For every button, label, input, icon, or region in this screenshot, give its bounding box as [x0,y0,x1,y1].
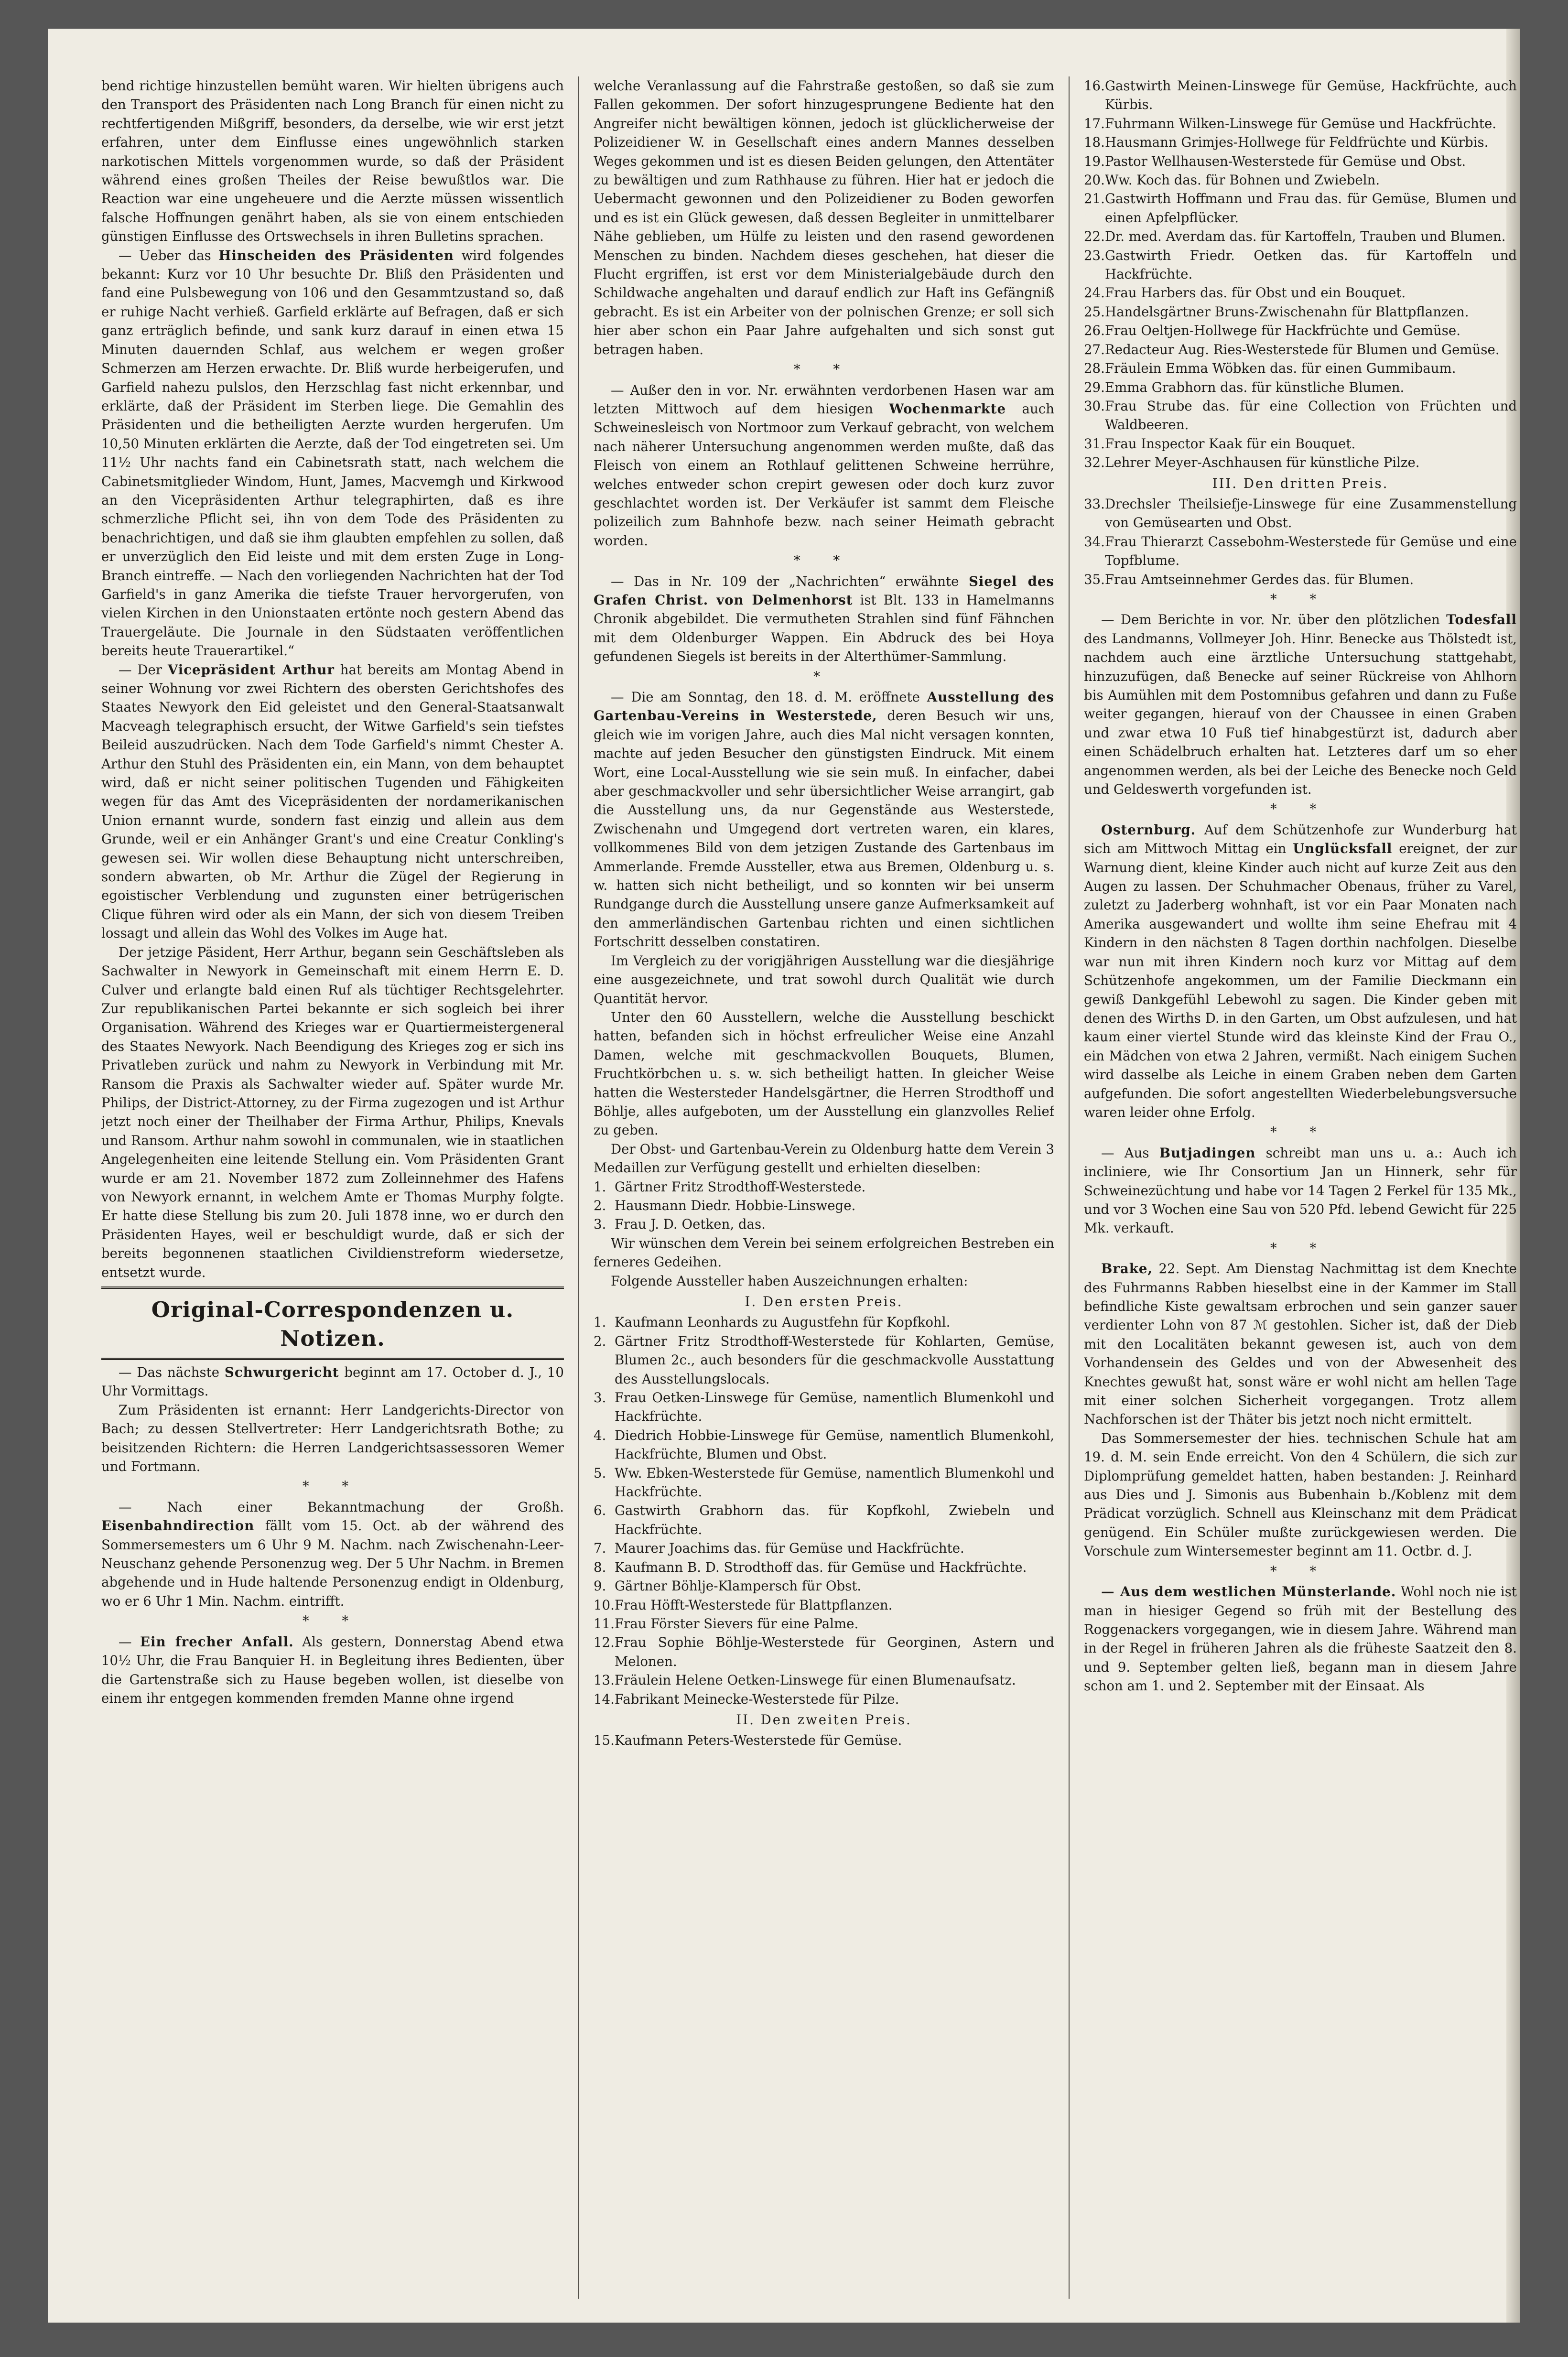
list-item-text: Frau Sophie Böhlje-Westerstede für Georginen, Astern und Melonen. [615,1634,1054,1669]
article-paragraph [101,1633,564,1708]
list-item-number: 15. [594,1732,615,1749]
list-item-number: 4. [594,1427,606,1443]
paragraph-text: des Landmanns, Vollmeyer Joh. Hinr. Benecke aus Thölstedt ist, nachdem auch eine ärztliche Untersuchung stattgehabt, hinzuzufügen, daß Benecke auf seiner Rückreise von Ahlhorn bis Aumühlen mit dem Postomnibus gefahren und dann zu Fuße weiter gegangen, hierauf von der Chaussee in einen Graben und zwar etwa 10 Fuß tief hinabgestürzt ist, dadurch aber einen Schädelbruch erhalten hat. Letzteres darf um so eher angenommen werden, als bei der Leiche des Benecke noch Geld und Geldeswerth vorgefunden ist. [1084,630,1517,798]
list-item-text: Gärtner Fritz Strodthoff-Westerstede. [615,1178,866,1195]
section-divider [101,1358,564,1360]
list-item-number: 27. [1084,341,1105,357]
paragraph-text: auch Schweinesleisch von Nortmoor zum Verkauf gebracht, von welchem nach näherer Untersuchung angenommen werden mußte, daß das Fleisch von einem an Rothlauf gelittenen Schweine herrühre, welches entweder schon crepirt gewesen oder doch kurz zuvor geschlachtet worden ist. Der Verkäufer ist sammt dem Fleische polizeilich zum Bahnhofe bezw. nach seiner Heimath gebracht worden. [594,400,1054,549]
list-item-number: 30. [1084,398,1105,414]
article-paragraph [594,688,1054,951]
article-paragraph: bend richtige hinzustellen bemüht waren. Wir hielten übrigens auch den Transport des Präsidenten nach Long Branch für einen nicht zu rechtfertigenden Mißgriff, besonders, da derselbe, wie wir erst jetzt erfahren, unter dem Einflusse eines ungewöhnlich starken narkotischen Mittels vorgenommen wurde, so daß der Präsident während eines großen Theiles der Reise bewußtlos war. Die Reaction war eine ungeheuere und die Aerzte müssen wissentlich falsche Hoffnungen genährt haben, als sie von einem entschieden günstigen Einflusse des Ortswechsels in ihren Bulletins sprachen. [101,78,564,245]
list-item-text: Diedrich Hobbie-Linswege für Gemüse, namentlich Blumenkohl, Hackfrüchte, Blumen und Obst. [615,1427,1054,1462]
paragraph-text: fällt vom 15. Oct. ab der während des Sommersemesters um 6 Uhr 9 M. Nachm. nach Zwischenahn-Leer-Neuschanz gehende Personenzug weg. Der 5 Uhr Nachm. in Bremen abgehende und in Hude haltende Personenzug endigt in Oldenburg, wo er 6 Uhr 1 Min. Nachm. eintrifft. [101,1518,564,1609]
list-item [1084,397,1517,434]
paragraph-text: 22. Sept. Am Dienstag Nachmittag ist dem Knechte des Fuhrmanns Rabben hieselbst eine in der Kammer im Stall befindliche Kiste gewaltsam erbrochen und sein ganzer sauer verdienter Lohn von 87 ℳ gestohlen. Sicher ist, daß der Dieb mit den Localitäten bekannt gewesen ist, auch von dem Vorhandensein des Geldes und von der Abwesenheit des Knechtes gewußt hat, sonst wäre er wohl nicht am hellen Tage mit einer solchen Sicherheit vorgegangen. Trotz allem Nachforschen ist der Thäter bis jetzt noch nicht ermittelt. [1084,1261,1517,1427]
list-item [594,1577,1054,1595]
separator-stars: * * [1270,1124,1331,1140]
paragraph-lead: — Das nächste [119,1364,220,1380]
separator-stars: * * [1270,1563,1331,1579]
list-item [1084,227,1517,246]
list-item [1084,303,1517,321]
list-item [1084,246,1517,284]
paragraph-lead: — Dem Berichte in vor. Nr. über den plötzlichen [1101,612,1440,628]
article-paragraph [101,1363,564,1401]
list-item [1084,570,1517,589]
list-item-text: Frau Amtseinnehmer Gerdes das. für Blumen. [1105,571,1414,587]
list-item-number: 35. [1084,571,1105,587]
list-item-text: Frau Höfft-Westerstede für Blattpflanzen. [615,1597,893,1613]
prize-list [594,1313,1054,1708]
article-paragraph [1084,1144,1517,1238]
headline-inline: Eisenbahndirection [101,1518,255,1534]
paragraph-lead: — Aus [1101,1145,1149,1161]
paragraph-text: ist Blt. 133 in Hamelmanns Chronik abgebildet. Die vermutheten Strahlen sind fünf Fähnchen mit dem Oldenburger Wappen. Ein Abdruck des bei Hoya gefundenen Siegels ist bereits in der Alterthümer-Sammlung. [594,592,1054,665]
list-item [594,1614,1054,1633]
list-item [1084,340,1517,359]
list-item-number: 28. [1084,360,1105,377]
list-item [1084,171,1517,189]
paragraph-text: ereignet, der zur Warnung dient, kleine Kinder auch nicht auf kurze Zeit aus den Augen zu lassen. Der Schuhmacher Obenaus, früher zu Varel, zuletzt zu Jaderberg wohnhaft, ist vor ein Paar Monaten nach Amerika ausgewandert und wollte ihm seine Ehefrau mit 4 Kindern in den nächsten 8 Tagen dorthin nachfolgen. Dieselbe war nun mit ihren Kindern noch kurz vor Mittag auf dem Schützenhofe angekommen, um der Familie Dieckmann ein gewiß Dankgefühl Lebewohl zu sagen. Die Kinder geben mit denen des Wirths D. in den Garten, um Obst aufzulesen, und hat kaum einer viertel Stunde wird das kleinste Kind der Frau O., ein Mädchen von etwa 2 Jahren, vermißt. Nach einigem Suchen wird dasselbe als Leiche in einem Graben neben dem Garten aufgefunden. Die sofort angestellten Wiederbelebungsversuche waren leider ohne Erfolg. [1084,841,1517,1120]
separator-stars: * * [302,1478,363,1494]
list-item-number: 18. [1084,134,1105,151]
list-item-number: 11. [594,1615,615,1632]
headline-inline: Vicepräsident Arthur [167,661,335,678]
list-item [594,1690,1054,1708]
list-item-text: Fuhrmann Wilken-Linswege für Gemüse und Hackfrüchte. [1105,115,1497,131]
separator-stars: * * [1270,591,1331,607]
list-item-number: 13. [594,1672,615,1688]
list-item-text: Gastwirth Hoffmann und Frau das. für Gemüse, Blumen und einen Apfelpflücker. [1105,191,1517,226]
list-item-number: 3. [594,1216,606,1233]
column-rule [578,76,579,2299]
prize-list [1084,76,1517,472]
list-item-number: 7. [594,1540,606,1557]
paragraph-lead: — Nach einer Bekanntmachung der Großh. [119,1499,564,1515]
list-item [594,1558,1054,1577]
separator-stars: * * [1270,1240,1331,1256]
list-item-text: Frau Harbers das. für Obst und ein Bouquet. [1105,285,1406,301]
list-item-text: Emma Grabhorn das. für künstliche Blumen. [1105,379,1405,395]
prize-heading: II. Den zweiten Preis. [736,1711,912,1728]
list-item [1084,114,1517,133]
list-item-text: Kaufmann Leonhards zu Augustfehn für Kopfkohl. [615,1314,951,1330]
headline-inline: Osternburg. [1101,822,1196,838]
list-item-number: 5. [594,1465,606,1481]
paragraph-text: beginnt am 17. October d. J., 10 Uhr Vormittags. [101,1364,564,1399]
list-item [1084,76,1517,114]
list-item-number: 8. [594,1559,606,1575]
list-item-text: Lehrer Meyer-Aschhausen für künstliche Pilze. [1105,454,1420,471]
list-item-text: Pastor Wellhausen-Westerstede für Gemüse und Obst. [1105,153,1466,169]
list-item-text: Handelsgärtner Bruns-Zwischenahn für Blattpflanzen. [1105,303,1469,320]
headline-inline: Ausstellung des Gartenbau-Vereins in Westerstede, [594,689,1054,724]
headline-inline: Siegel des Grafen Christ. von Delmenhorst [594,573,1054,608]
article-paragraph [101,660,564,943]
separator-stars: * * [302,1613,363,1629]
list-item [594,1196,1054,1215]
list-item [594,1332,1054,1388]
column-right [1084,76,1517,2299]
list-item-text: Gärtner Fritz Strodthoff-Westerstede für Kohlarten, Gemüse, Blumen 2c., auch besonders für die geschmackvolle Ausstattung des Ausstellungslocals. [615,1333,1054,1387]
list-item [1084,434,1517,453]
prize-heading: III. Den dritten Preis. [1212,475,1389,491]
paragraph-lead: — [119,1633,132,1650]
article-paragraph [594,381,1054,551]
list-item [594,1539,1054,1557]
headline-inline: Todesfall [1446,612,1517,628]
paragraph-lead: — Die am Sonntag, den 18. d. M. eröffnete [611,689,920,705]
list-item-text: Maurer Joachims das. für Gemüse und Hackfrüchte. [615,1540,964,1557]
list-item [594,1178,1054,1196]
list-item-text: Gärtner Böhlje-Klampersch für Obst. [615,1578,862,1594]
list-item-text: Gastwirth Meinen-Linswege für Gemüse, Hackfrüchte, auch Kürbis. [1105,78,1517,113]
list-item-number: 26. [1084,323,1105,339]
paragraph-text: Auf dem Schützenhofe zur Wunderburg hat sich am Mittwoch Mittag ein [1084,822,1517,857]
article-paragraph: Das Sommersemester der hies. technischen Schule hat am 19. d. M. sein Ende erreicht. Von den 4 Schülern, die sich zur Diplomprüfung gemeldet hatten, haben bestanden: J. Reinhard aus Dies und J. Simonis aus Bubenhain b./Koblenz mit dem Prädicat vorzüglich. Schnell aus Kleinschanz mit dem Prädicat genügend. Ein Schüler mußte zurückgewiesen werden. Die Vorschule zum Wintersemester beginnt am 11. Octbr. d. J. [1084,1430,1517,1559]
list-item-number: 12. [594,1634,615,1651]
headline-inline: Wochenmarkte [889,400,1006,417]
list-item-text: Kaufmann Peters-Westerstede für Gemüse. [615,1732,902,1749]
article-paragraph [594,572,1054,666]
list-item [594,1633,1054,1671]
newspaper-page [48,29,1520,2323]
list-item-text: Ww. Ebken-Westerstede für Gemüse, namentlich Blumenkohl und Hackfrüchte. [615,1465,1054,1500]
list-item [594,1501,1054,1539]
medal-list [594,1178,1054,1234]
list-item-text: Redacteur Aug. Ries-Westerstede für Blumen und Gemüse. [1105,341,1500,357]
list-item-number: 17. [1084,115,1105,131]
list-item-number: 23. [1084,247,1105,263]
column-rule [1069,76,1070,2299]
section-header: Original-Correspondenzen u. Notizen. [151,1297,514,1351]
list-item [1084,378,1517,397]
list-item-number: 22. [1084,228,1105,245]
article-paragraph: Folgende Aussteller haben Auszeichnungen erhalten: [611,1273,968,1289]
list-item [594,1596,1054,1614]
list-item-text: Frau Inspector Kaak für ein Bouquet. [1105,435,1356,452]
article-paragraph [1084,1259,1517,1429]
list-item-text: Kaufmann B. D. Strodthoff das. für Gemüse und Hackfrüchte. [615,1559,1027,1575]
article-paragraph [1084,821,1517,1122]
paragraph-text: deren Besuch wir uns, gleich wie im vorigen Jahre, auch dies Mal nicht versagen konnten, machte auf jeden Besucher den günstigsten Eindruck. Mit einem Wort, eine Local-Ausstellung wie sie sein muß. In einfacher, dabei aber geschmackvoller und sehr übersichtlicher Weise arrangirt, gab die Ausstellung uns, da nur Gegenstände aus Westerstede, Zwischenahn und Umgegend dort vertreten waren, ein klares, vollkommenes Bild von dem jetzigen Zustande des Gartenbaus im Ammerlande. Fremde Aussteller, etwa aus Bremen, Oldenburg u. s. w. hatten sich nicht betheiligt, und so konnten wir bei unserm Rundgange durch die Ausstellung unsere ganze Aufmerksamkeit auf den ammerländischen Gartenbau richten und einen sichtlichen Fortschritt desselben constatiren. [594,708,1054,950]
headline-inline: Schwurgericht [224,1364,339,1380]
paragraph-text: schreibt man uns u. a.: Auch ich incliniere, wie Ihr Consortium Jan un Hinnerk, sehr für Schweinezüchtung und habe vor 14 Tagen 2 Ferkel für 135 Mk., und vor 3 Wochen eine Sau von 520 Pfd. lebend Gewicht für 225 Mk. verkauft. [1084,1145,1517,1236]
list-item-number: 6. [594,1503,606,1519]
headline-inline: Ein frecher Anfall. [140,1633,294,1650]
list-item-text: Frau Strube das. für eine Collection von Früchten und Waldbeeren. [1105,398,1517,433]
article-paragraph [101,1498,564,1611]
list-item-number: 31. [1084,435,1105,452]
paragraph-lead: — Das in Nr. 109 der „Nachrichten“ erwähnte [611,573,959,589]
list-item [1084,453,1517,472]
list-item-number: 24. [1084,285,1105,301]
list-item-text: Fräulein Helene Oetken-Linswege für einen Blumenaufsatz. [615,1672,1016,1688]
list-item-text: Drechsler Theilsiefje-Linswege für eine Zusammenstellung von Gemüsearten und Obst. [1105,496,1517,531]
paragraph-text: Wohl noch nie ist man in hiesiger Gegend so früh mit der Bestellung des Roggenackers vorgegangen, wie in diesem Jahre. Während man in der Regel in früheren Jahren als die früheste Saatzeit den 8. und 9. September gelten ließ, begann man in diesem Jahre schon am 1. und 2. September mit der Einsaat. Als [1084,1584,1517,1694]
list-item-number: 21. [1084,191,1105,207]
list-item [594,1215,1054,1233]
list-item-text: Hausmann Grimjes-Hollwege für Feldfrüchte und Kürbis. [1105,134,1489,151]
prize-list [1084,495,1517,589]
list-item-number: 10. [594,1597,615,1613]
headline-inline: Hinscheiden des Präsidenten [218,247,454,263]
list-item [594,1671,1054,1689]
list-item-text: Frau Thierarzt Cassebohm-Westerstede für Gemüse und eine Topfblume. [1105,533,1517,569]
list-item-number: 32. [1084,454,1105,471]
column-middle [594,76,1054,2299]
list-item-number: 3. [594,1390,606,1406]
list-item [594,1731,1054,1750]
paragraph-text: wird folgendes bekannt: Kurz vor 10 Uhr besuchte Dr. Bliß den Präsidenten und fand eine Pulsbewegung von 106 und den Gesammtzustand so, daß er ruhige Nacht verhieß. Garfield erklärte auf Befragen, daß er sich ganz erträglich befinde, und sank kurz darauf in einen etwa 15 Minuten dauernden Schlaf, aus welchem er wegen großer Schmerzen am Herzen erwachte. Dr. Bliß wurde herbeigerufen, und Garfield nahezu pulslos, den Herzschlag fast nicht erkennbar, und erklärte, daß der Präsident im Sterben liege. Die Gemahlin des Präsidenten und die betheiligten Aerzte wurden hergerufen. Um 10,50 Minuten erklärten die Aerzte, daß der Tod eingetreten sei. Um 11½ Uhr nachts fand ein Cabinetsrath statt, nach welchem die Cabinetsmitglieder Windom, Hunt, James, Macvemgh und Kirkwood an den Vicepräsidenten Arthur telegraphirten, daß es ihre schmerzliche Pflicht sei, ihn von dem Tode des Präsidenten zu benachrichtigen, und daß sie ihm glaubten empfehlen zu sollen, daß er unverzüglich den Eid leiste und mit dem ersten Zuge in Long-Branch eintreffe. — Nach den vorliegenden Nachrichten hat der Tod Garfield's in ganz Amerika die tiefste Trauer hervorgerufen, von vielen Kirchen in den Unionstaaten ertönte noch gestern Abend das Trauergeläute. Die Journale in den Südstaaten veröffentlichen bereits heute Trauerartikel.“ [101,247,564,659]
list-item-text: Hausmann Diedr. Hobbie-Linswege. [615,1197,856,1213]
list-item-text: Gastwirth Friedr. Oetken das. für Kartoffeln und Hackfrüchte. [1105,247,1517,282]
list-item [594,1426,1054,1464]
list-item [1084,133,1517,151]
list-item-text: Fräulein Emma Wöbken das. für einen Gummibaum. [1105,360,1456,377]
list-item [1084,321,1517,340]
list-item [1084,532,1517,570]
article-paragraph: Unter den 60 Ausstellern, welche die Ausstellung beschickt hatten, befanden sich in höchst erfreulicher Weise eine Anzahl Damen, welche mit geschmackvollen Bouquets, Blumen, Fruchtkörbchen u. s. w. sich betheiligt hatten. In gleicher Weise hatten die Westersteder Handelsgärtner, die Herren Strodthoff und Böhlje, alles aufgeboten, um der Ausstellung ein glanzvolles Relief zu geben. [594,1009,1054,1138]
article-paragraph: Wir wünschen dem Verein bei seinem erfolgreichen Bestreben ein ferneres Gedeihen. [594,1235,1054,1270]
article-paragraph [101,246,564,660]
prize-heading: I. Den ersten Preis. [745,1294,903,1309]
paragraph-lead: — Ueber das [119,247,211,263]
list-item-text: Gastwirth Grabhorn das. für Kopfkohl, Zwiebeln und Hackfrüchte. [615,1503,1054,1537]
list-item-text: Frau J. D. Oetken, das. [615,1216,766,1233]
headline-inline: Unglücksfall [1293,841,1393,857]
list-item [594,1464,1054,1502]
list-item-number: 29. [1084,379,1105,395]
paragraph-text: Als gestern, Donnerstag Abend etwa 10½ Uhr, die Frau Banquier H. in Begleitung ihres Bedienten, über die Gartenstraße sich zu Hause begeben wollen, ist dieselbe von einem ihr entgegen kommenden fremden Manne ohne irgend [101,1633,564,1706]
list-item-number: 2. [594,1197,606,1213]
list-item-text: Ww. Koch das. für Bohnen und Zwiebeln. [1105,172,1380,188]
list-item-number: 9. [594,1578,606,1594]
list-item-text: Fabrikant Meinecke-Westerstede für Pilze. [615,1691,899,1707]
separator-stars: * * [1270,801,1331,817]
article-paragraph: Zum Präsidenten ist ernannt: Herr Landgerichts-Director von Bach; zu dessen Stellvertreter: Herr Landgerichtsrath Bothe; zu beisitzenden Richtern: die Herren Landgerichtsassessoren Wemer und Fortmann. [101,1402,564,1475]
list-item [1084,189,1517,227]
list-item-text: Frau Oetken-Linswege für Gemüse, namentlich Blumenkohl und Hackfrüchte. [615,1390,1054,1425]
separator-stars: * * [793,361,854,378]
article-paragraph: Der Obst- und Gartenbau-Verein zu Oldenburg hatte dem Verein 3 Medaillen zur Verfügung gestellt und erhielten dieselben: [594,1141,1054,1176]
article-paragraph [1084,610,1517,799]
list-item [1084,283,1517,302]
list-item [1084,359,1517,378]
list-item [1084,495,1517,532]
headline-inline: Butjadingen [1159,1145,1256,1161]
list-item-number: 16. [1084,78,1105,94]
list-item-number: 19. [1084,153,1105,169]
headline-inline: Brake, [1101,1261,1153,1277]
list-item-text: Frau Oeltjen-Hollwege für Hackfrüchte und Gemüse. [1105,323,1460,339]
list-item-text: Dr. med. Averdam das. für Kartoffeln, Trauben und Blumen. [1105,228,1506,245]
paragraph-lead: — Der [119,661,162,678]
list-item-number: 1. [594,1178,606,1195]
list-item-number: 34. [1084,533,1105,550]
list-item-number: 1. [594,1314,606,1330]
list-item-number: 25. [1084,303,1105,320]
section-divider [101,1287,564,1289]
article-paragraph: welche Veranlassung auf die Fahrstraße gestoßen, so daß sie zum Fallen gekommen. Der sofort hinzugesprungene Bediente hat den Angreifer nicht bewältigen können, jedoch ist glücklicherweise der Polizeidiener W. in Gesellschaft eines andern Mannes desselben Weges gekommen und ist es diesen Beiden gelungen, den Attentäter zu bewältigen und zum Rathhause zu führen. Hier hat er jedoch die Uebermacht gewonnen und den Polizeidiener zu Boden geworfen und es ist ein Glück gewesen, daß dessen Begleiter in unmittelbarer Nähe geblieben, um Hülfe zu leisten und den rasend gewordenen Menschen zu binden. Nachdem dieses geschehen, hat dieser die Flucht ergriffen, ist erst vor dem Ministerialgebäude durch den Schildwache angehalten und darauf endlich zur Haft ins Gefängniß gebracht. Es ist ein Arbeiter von der polnischen Grenze; er soll sich hier aber schon ein Paar Jahre aufgehalten und sich sonst gut betragen haben. [594,78,1054,357]
article-paragraph [1084,1582,1517,1695]
list-item-text: Frau Förster Sievers für eine Palme. [615,1615,859,1632]
article-paragraph: Der jetzige Päsident, Herr Arthur, begann sein Geschäftsleben als Sachwalter in Newyork in Gemeinschaft mit einem Herrn E. D. Culver und erlangte bald einen Ruf als tüchtiger Rechtsgelehrter. Zur republikanischen Partei bekannte er sich sogleich bei ihrer Organisation. Während des Krieges war er Quartiermeistergeneral des Staates Newyork. Nach Beendigung des Krieges zog er sich ins Privatleben zurück und nahm zu Newyork in Verbindung mit Mr. Ransom die Praxis als Sachwalter wieder auf. Später wurde Mr. Philips, der District-Attorney, zu der Firma zugezogen und ist Arthur jetzt noch einer der Theilhaber der Firma Arthur, Philips, Knevals und Ransom. Arthur nahm sowohl in communalen, wie in staatlichen Angelegenheiten eine leitende Stellung ein. Vom Präsidenten Grant wurde er am 21. November 1872 zum Zolleinnehmer des Hafens von Newyork ernannt, in welchem Amte er Thomas Murphy folgte. Er hatte diese Stellung bis zum 20. Juli 1878 inne, wo er durch den Präsidenten Hayes, weil er beschuldigt wurde, daß er sich der bereits begonnenen staatlichen Civildienstreform wiedersetze, entsetzt wurde. [101,944,564,1280]
separator-stars: * [813,668,834,684]
list-item-number: 20. [1084,172,1105,188]
paragraph-text: hat bereits am Montag Abend in seiner Wohnung vor zwei Richtern des obersten Gerichtshofes des Staates Newyork den Eid geleistet und den General-Staatsanwalt Macveagh telegraphisch ersucht, der Witwe Garfield's sein tiefstes Beileid auszudrücken. Nach dem Tode Garfield's nimmt Chester A. Arthur den Stuhl des Präsidenten ein, ein Mann, von dem behauptet wird, daß er nicht seiner politischen Tugenden und Fähigkeiten wegen für das Amt des Vicepräsidenten der nordamerikanischen Union ernannt wurde, sondern fast einzig und allein aus dem Grunde, weil er ein Anhänger Grant's und eine Creatur Conkling's gewesen sei. Wir wollen diese Behauptung nicht unterschreiben, sondern abwarten, ob Mr. Arthur die Zügel der Regierung in egoistischer Verblendung und zugunsten einer betrügerischen Clique führen wird oder als ein Mann, der sich von diesem Treiben lossagt und allein das Wohl des Volkes im Auge hat. [101,661,564,941]
list-item [594,1388,1054,1426]
prize-list [594,1731,1054,1750]
separator-stars: * * [793,552,854,569]
headline-inline: — Aus dem westlichen Münsterlande. [1101,1584,1396,1600]
list-item [1084,152,1517,171]
paragraph-lead: — Außer den in vor. Nr. erwähnten verdorbenen Hasen war am letzten Mittwoch auf dem hiesigen [594,382,1054,417]
list-item-number: 2. [594,1333,606,1349]
list-item-number: 33. [1084,496,1105,512]
list-item [594,1313,1054,1331]
list-item-number: 14. [594,1691,615,1707]
column-left [101,76,564,2299]
article-paragraph: Im Vergleich zu der vorigjährigen Ausstellung war die diesjährige eine ausgezeichnete, und trat sowohl durch Qualität wie durch Quantität hervor. [594,952,1054,1006]
